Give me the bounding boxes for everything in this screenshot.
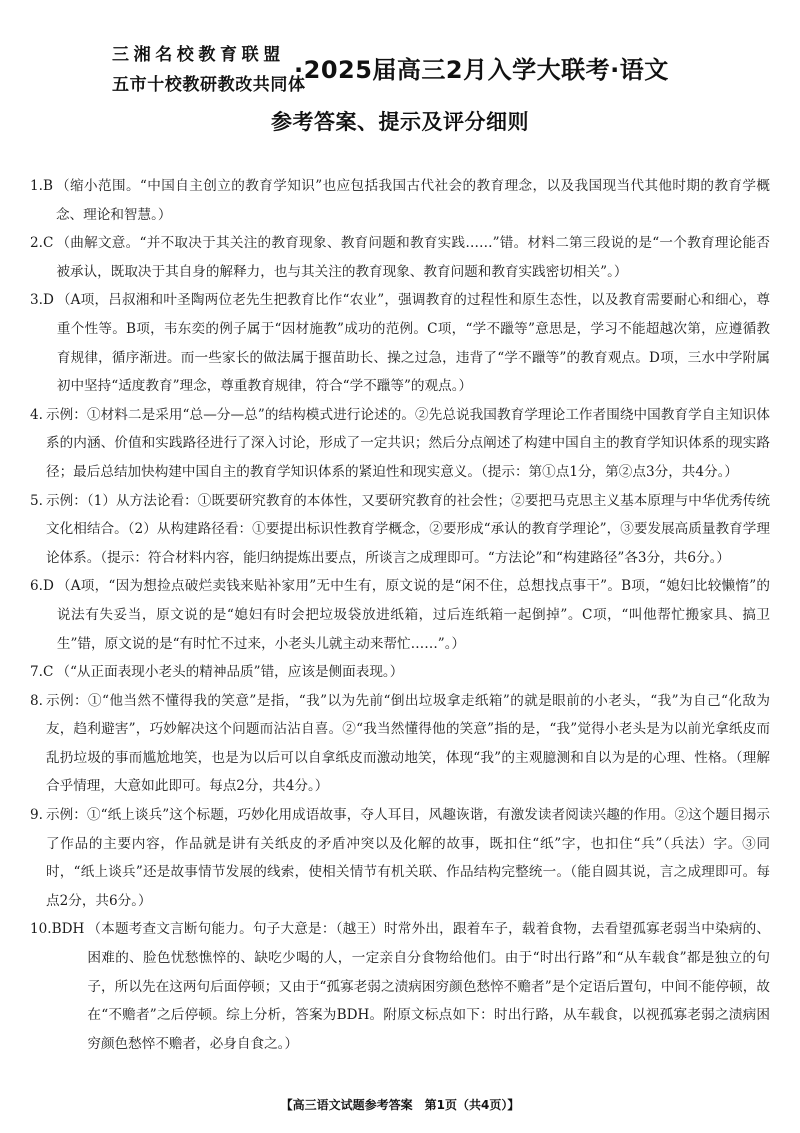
- answer-text: （曲解文意。“并不取决于其关注的教育现象、教育问题和教育实践……”错。材料二第三段说的是“一个教育理论能否被承认，既取决于其自身的解释力，也与其关注的教育现象、教育问题和教育实践密切相关”。）: [56, 235, 770, 280]
- answer-item-8: [30, 687, 770, 801]
- answer-item-3: [30, 286, 770, 400]
- answer-text: （本题考查文言断句能力。句子大意是：（越王）时常外出，跟着车子，载着食物，去看望孤寡老弱当中染病的、困难的、脸色忧愁憔悴的、缺吃少喝的人，一定亲自分食物给他们。由于“时出行路”和“从车载食”都是独立的句子，所以先在这两句后面停顿；又由于“孤寡老弱之渍病困穷颜色愁悴不赡者”是个定语后置句，中间不能停顿，故在“不赡者”之后停顿。综上分析，答案为BDH。附原文标点如下：时出行路，从车载食，以视孤寡老弱之渍病困穷颜色愁悴不赡者，必身自食之。）: [87, 921, 770, 1052]
- answer-list: [30, 172, 770, 1058]
- organizer-line-1: 三湘名校教育联盟: [112, 45, 285, 65]
- answer-text: 示例：①“纸上谈兵”这个标题，巧妙化用成语故事，夺人耳目，风趣诙谐，有激发读者阅读兴趣的作用。②这个题目揭示了作品的主要内容，作品就是讲有关纸皮的矛盾冲突以及化解的故事，既扣住“纸”字，也扣住“兵”（兵法）字。③同时，“纸上谈兵”还是故事情节发展的线索，使相关情节有机关联、作品结构完整统一。（能自圆其说，言之成理即可。每点2分，共6分。）: [45, 807, 770, 909]
- answer-number: 6.D: [30, 578, 54, 595]
- answer-number: 3.D: [30, 292, 54, 309]
- answer-item-6: [30, 572, 770, 658]
- answer-text: 示例：（1）从方法论看：①既要研究教育的本体性，又要研究教育的社会性；②要把马克思主义基本原理与中华优秀传统文化相结合。（2）从构建路径看：①要提出标识性教育学概念，②要形成“承认的教育学理论”，③要发展高质量教育学理论体系。（提示：符合材料内容，能归纳提炼出要点，所谈言之成理即可。“方法论”和“构建路径”各3分，共6分。）: [45, 492, 770, 566]
- answer-text: 示例：①“他当然不懂得我的笑意”是指，“我”以为先前“倒出垃圾拿走纸箱”的就是眼前的小老头，“我”为自己“化敌为友，趋利避害”，巧妙解决这个问题而沾沾自喜。②“我当然懂得他的笑意”指的是，“我”觉得小老头是为以前光拿纸皮而乱扔垃圾的事而尴尬地笑，也是为以后可以自拿纸皮而激动地笑，体现“我”的主观臆测和自以为是的心理、性格。（理解合乎情理，大意如此即可。每点2分，共4分。）: [45, 692, 770, 795]
- answer-number: 1.B: [30, 178, 53, 194]
- answer-number: 7.C: [30, 664, 54, 681]
- page-subtitle: 参考答案、提示及评分细则: [271, 110, 529, 134]
- answer-text: （“从正面表现小老头的精神品质”错，应该是侧面表现。）: [56, 664, 404, 681]
- answer-item-9: [30, 801, 770, 915]
- answer-text: （缩小范围。“中国自主创立的教育学知识”也应包括我国古代社会的教育理念，以及我国现当代其他时期的教育学概念、理论和智慧。）: [55, 178, 770, 223]
- answer-item-2: [30, 229, 770, 286]
- answer-number: 10.BDH: [30, 921, 85, 938]
- answer-text: （A项，吕叔湘和叶圣陶两位老先生把教育比作“农业”，强调教育的过程性和原生态性，以及教育需要耐心和细心，尊重个性等。B项，韦东奕的例子属于“因材施教”成功的范例。C项，“学不躐等”意思是，学习不能超越次第，应遵循教育规律，循序渐进。而一些家长的做法属于揠苗助长、操之过急，违背了“学不躐等”的教育观点。D项，三水中学附属初中坚持“适度教育”理念，尊重教育规律，符合“学不躐等”的观点。）: [56, 292, 770, 395]
- organizer-line-2: 五市十校教研教改共同体: [112, 75, 306, 95]
- answer-item-4: [30, 401, 770, 487]
- page-footer: 【高三语文试题参考答案 第1页（共4页）】: [280, 1098, 520, 1112]
- answer-item-10: [30, 915, 770, 1058]
- answer-item-7: [30, 658, 770, 687]
- answer-item-5: [30, 487, 770, 573]
- answer-number: 8.: [30, 692, 43, 709]
- exam-title: ·2025届高三2月入学大联考·语文: [294, 56, 669, 84]
- answer-number: 5.: [30, 492, 43, 509]
- answer-text: （A项，“因为想捡点破烂卖钱来贴补家用”无中生有，原文说的是“闲不住，总想找点事干”。B项，“媳妇比较懒惰”的说法有失妥当，原文说的是“媳妇有时会把垃圾袋放进纸箱，过后连纸箱一起倒掉”。C项，“叫他帮忙搬家具、搞卫生”错，原文说的是“有时忙不过来，小老头儿就主动来帮忙……”。）: [56, 578, 770, 652]
- answer-number: 9.: [30, 807, 43, 824]
- answer-number: 2.C: [30, 235, 54, 252]
- document-header: [112, 38, 752, 98]
- answer-item-1: [30, 172, 770, 229]
- answer-text: 示例：①材料二是采用“总—分—总”的结构模式进行论述的。②先总说我国教育学理论工作者围绕中国教育学自主知识体系的内涵、价值和实践路径进行了深入讨论，形成了一定共识；然后分点阐述了构建中国自主的教育学知识体系的现实路径；最后总结加快构建中国自主的教育学知识体系的紧迫性和现实意义。（提示：第①点1分，第②点3分，共4分。）: [45, 406, 770, 480]
- answer-number: 4.: [30, 406, 43, 423]
